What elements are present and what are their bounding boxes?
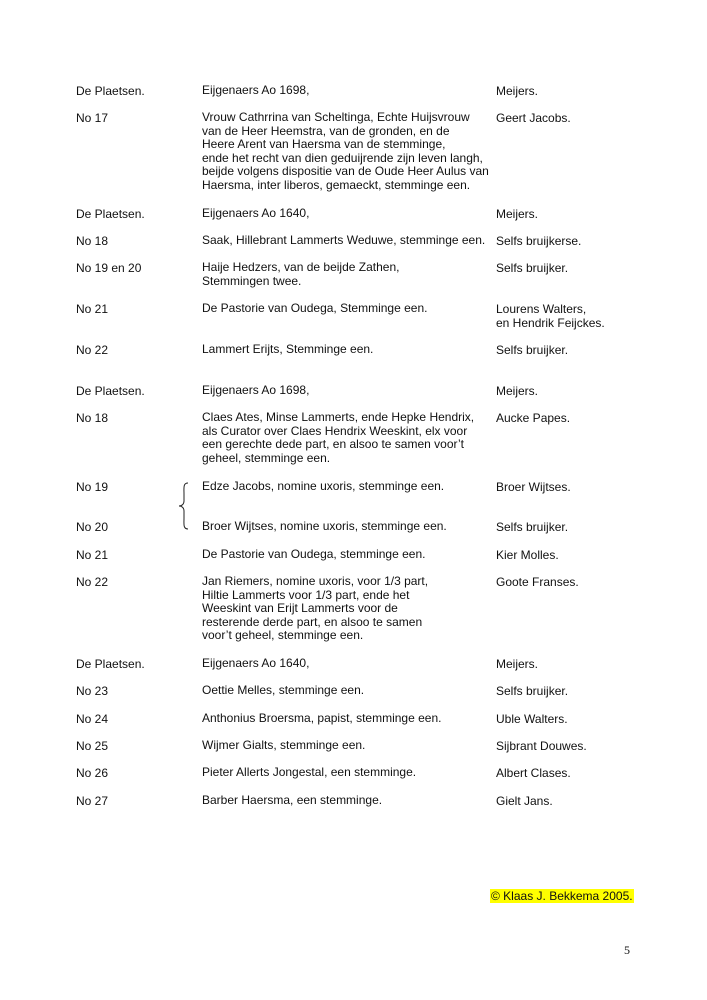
user-name: Broer Wijtses. [496,480,571,494]
page-number: 5 [624,943,630,957]
owner-text: Eijgenaers Ao 1640, [202,656,310,670]
user-name: Albert Clases. [496,766,571,780]
owner-text: Anthonius Broersma, papist, stemminge een. [202,711,442,725]
user-name: Meijers. [496,384,539,398]
plot-number: No 18 [76,234,109,248]
owner-text: Eijgenaers Ao 1698, [202,83,310,97]
user-name: Gielt Jans. [496,794,553,808]
user-name: Selfs bruijker. [496,684,569,698]
owner-text: Jan Riemers, nomine uxoris, voor 1/3 part, Hiltie Lammerts voor 1/3 part, ende het Weeskint van Erijt Lammerts voor de resterende derde part, en alsoo te samen voor’t geheel, stemminge een. [202,574,429,643]
user-name: Meijers. [496,84,539,98]
user-name: Aucke Papes. [496,411,571,425]
user-name: Goote Franses. [496,575,579,589]
user-name: Selfs bruijker. [496,343,569,357]
owner-text: Lammert Erijts, Stemminge een. [202,342,374,356]
plot-number: No 26 [76,766,109,780]
user-name: Sijbrant Douwes. [496,739,587,753]
user-name: Selfs bruijker. [496,261,569,275]
plot-number: No 22 [76,575,109,589]
plot-number: No 21 [76,302,109,316]
owner-text: Broer Wijtses, nomine uxoris, stemminge een. [202,519,447,533]
plot-number: De Plaetsen. [76,84,145,98]
copyright-notice: © Klaas J. Bekkema 2005. [491,889,633,903]
owner-text: Eijgenaers Ao 1698, [202,383,310,397]
owner-text: Eijgenaers Ao 1640, [202,206,310,220]
plot-number: No 19 [76,480,109,494]
owner-text: Pieter Allerts Jongestal, een stemminge. [202,765,417,779]
owner-text: De Pastorie van Oudega, stemminge een. [202,547,426,561]
plot-number: De Plaetsen. [76,657,145,671]
plot-number: No 21 [76,548,109,562]
user-name: Uble Walters. [496,712,568,726]
user-name: Lourens Walters, en Hendrik Feijckes. [496,302,605,330]
plot-number: No 20 [76,520,109,534]
user-name: Meijers. [496,657,539,671]
user-name: Geert Jacobs. [496,111,571,125]
plot-number: No 23 [76,684,109,698]
user-name: Meijers. [496,207,539,221]
plot-number: No 25 [76,739,109,753]
plot-number: No 24 [76,712,109,726]
plot-number: No 22 [76,343,109,357]
plot-number: De Plaetsen. [76,207,145,221]
owner-text: De Pastorie van Oudega, Stemminge een. [202,301,428,315]
owner-text: Edze Jacobs, nomine uxoris, stemminge een. [202,479,445,493]
owner-text: Claes Ates, Minse Lammerts, ende Hepke Hendrix, als Curator over Claes Hendrix Weeskint, elx voor een gerechte dede part, en alsoo te samen voor’t geheel, stemminge een. [202,410,475,465]
user-name: Kier Molles. [496,548,559,562]
user-name: Selfs bruijkerse. [496,234,582,248]
plot-number: No 27 [76,794,109,808]
owner-text: Vrouw Cathrrina van Scheltinga, Echte Huijsvrouw van de Heer Heemstra, van de gronden, en de Heere Arent van Haersma van de stemminge, ende het recht van dien geduijrende zijn leven langh, beijde volgens dispositie van de Oude Heer Aulus van Haersma, inter liberos, gemaeckt, stemminge een. [202,110,489,192]
plot-number: No 19 en 20 [76,261,142,275]
owner-text: Haije Hedzers, van de beijde Zathen, Stemmingen twee. [202,260,400,288]
owner-text: Barber Haersma, een stemminge. [202,793,383,807]
plot-number: No 17 [76,111,109,125]
owner-text: Oettie Melles, stemminge een. [202,683,365,697]
owner-text: Wijmer Gialts, stemminge een. [202,738,366,752]
owner-text: Saak, Hillebrant Lammerts Weduwe, stemminge een. [202,233,486,247]
plot-number: De Plaetsen. [76,384,145,398]
user-name: Selfs bruijker. [496,520,569,534]
plot-number: No 18 [76,411,109,425]
